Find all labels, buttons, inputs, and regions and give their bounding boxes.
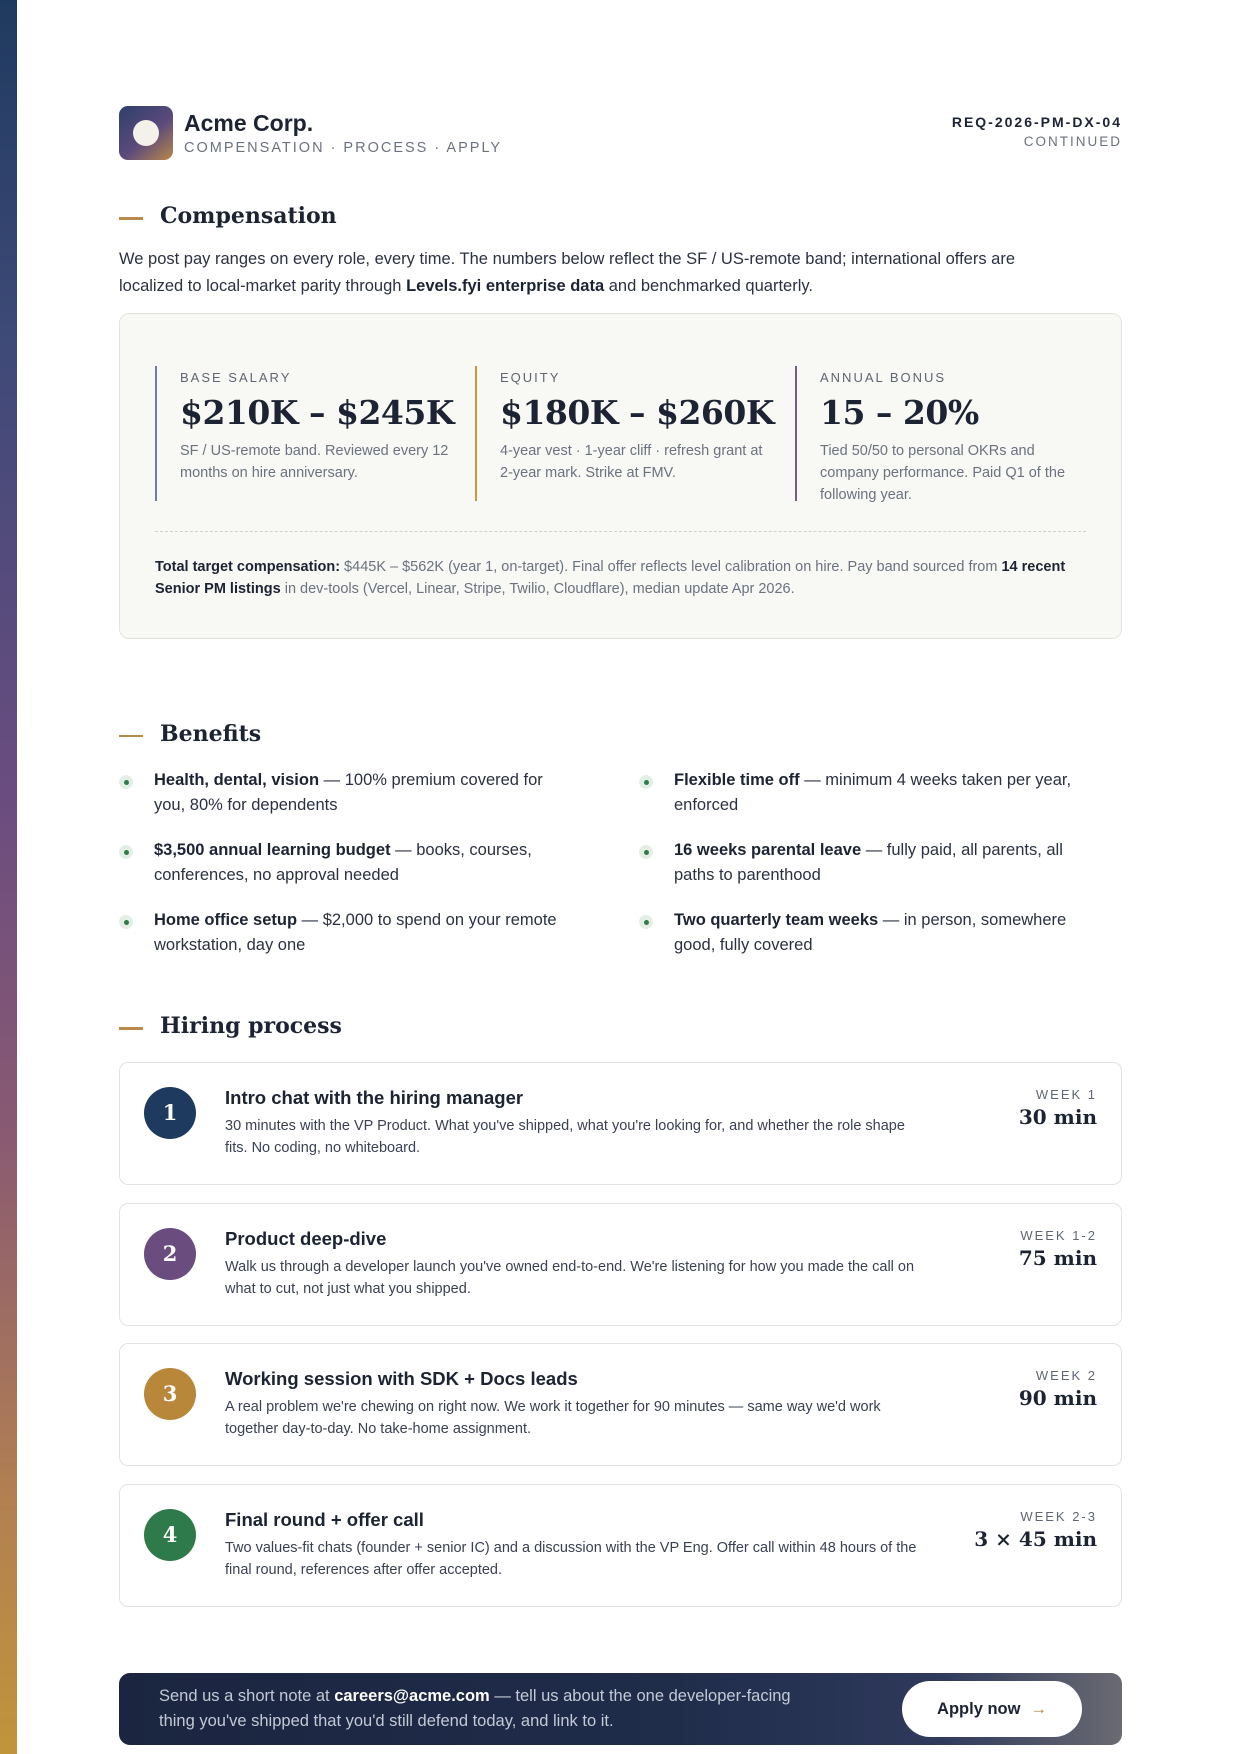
benefits-title: Benefits bbox=[160, 721, 262, 747]
comp-note: 4-year vest · 1-year cliff · refresh grant at 2-year mark. Strike at FMV. bbox=[500, 443, 763, 481]
comp-column-annual-bonus bbox=[795, 366, 1095, 501]
process-step-4 bbox=[119, 1484, 1122, 1607]
step-week: WEEK 1-2 bbox=[1020, 1228, 1097, 1243]
step-week: WEEK 2 bbox=[1035, 1368, 1097, 1383]
step-week: WEEK 1 bbox=[1035, 1087, 1097, 1102]
process-step-2 bbox=[119, 1203, 1122, 1326]
apply-now-button[interactable] bbox=[902, 1681, 1082, 1737]
compensation-card bbox=[119, 313, 1122, 639]
benefit-item-team-weeks bbox=[639, 908, 1079, 958]
side-accent-stripe bbox=[0, 0, 17, 1754]
total-text: $445K – $562K (year 1, on-target). Final offer reflects level calibration on hire. Pay band sourced from bbox=[340, 559, 1002, 575]
company-logo bbox=[119, 106, 173, 160]
step-duration: 30 min bbox=[1018, 1105, 1097, 1129]
comp-divider bbox=[155, 531, 1086, 532]
comp-value: $210K – $245K bbox=[180, 393, 455, 432]
step-week: WEEK 2-3 bbox=[1020, 1509, 1097, 1524]
step-title: Final round + offer call bbox=[225, 1509, 424, 1530]
intro-text: We post pay ranges on every role, every time. The numbers below reflect the SF / US-remote band; international offers are localized to local-market parity through bbox=[119, 250, 1016, 295]
compensation-title: Compensation bbox=[160, 203, 337, 229]
bullet-dot-icon bbox=[119, 915, 133, 929]
benefit-name: 16 weeks parental leave bbox=[674, 841, 862, 859]
bullet-dot-icon bbox=[119, 775, 133, 789]
step-description: A real problem we're chewing on right now. We work it together for 90 minutes — same way we'd work together day-to-day. No take-home assignment. bbox=[225, 1399, 881, 1437]
total-compensation-note bbox=[155, 556, 1090, 600]
step-duration: 3 × 45 min bbox=[974, 1527, 1097, 1551]
heading-dash bbox=[119, 217, 143, 220]
comp-column-equity bbox=[475, 366, 775, 501]
step-description: Two values-fit chats (founder + senior IC) and a discussion with the VP Eng. Offer call within 48 hours of the final round, references after offer accepted. bbox=[225, 1540, 917, 1578]
intro-text-end: and benchmarked quarterly. bbox=[604, 277, 813, 295]
benefit-detail: — minimum 4 weeks taken per year, enforced bbox=[674, 771, 1072, 814]
apply-banner bbox=[119, 1673, 1122, 1745]
step-description: Walk us through a developer launch you've owned end-to-end. We're listening for how you made the call on what to cut, not just what you shipped. bbox=[225, 1259, 915, 1297]
benefit-item-health bbox=[119, 768, 559, 818]
step-number-badge: 4 bbox=[144, 1509, 196, 1561]
header-tagline: COMPENSATION · PROCESS · APPLY bbox=[184, 140, 503, 156]
logo-dot-icon bbox=[133, 120, 159, 146]
comp-label: BASE SALARY bbox=[180, 370, 292, 385]
benefit-detail: — 100% premium covered for you, 80% for dependents bbox=[154, 771, 543, 814]
total-highlight: 14 recent Senior PM listings bbox=[155, 559, 1066, 597]
step-title: Product deep-dive bbox=[225, 1228, 387, 1249]
bullet-dot-icon bbox=[119, 845, 133, 859]
comp-value: $180K – $260K bbox=[500, 393, 775, 432]
comp-label: ANNUAL BONUS bbox=[820, 370, 947, 385]
bullet-dot-icon bbox=[639, 915, 653, 929]
apply-text-end: — tell us about the one developer-facing thing you've shipped that you'd still defend today, and link to it. bbox=[159, 1687, 791, 1730]
apply-text: Send us a short note at bbox=[159, 1687, 335, 1705]
benefit-name: $3,500 annual learning budget bbox=[154, 841, 391, 859]
benefit-name: Health, dental, vision bbox=[154, 771, 320, 789]
benefit-detail: — fully paid, all parents, all paths to parenthood bbox=[674, 841, 1063, 884]
benefit-name: Home office setup bbox=[154, 911, 298, 929]
benefit-name: Flexible time off bbox=[674, 771, 800, 789]
company-name: Acme Corp. bbox=[184, 110, 314, 136]
header bbox=[119, 106, 1122, 162]
process-step-3 bbox=[119, 1343, 1122, 1466]
arrow-right-icon: → bbox=[1030, 1700, 1047, 1718]
step-duration: 75 min bbox=[1018, 1246, 1097, 1270]
heading-dash bbox=[119, 735, 143, 737]
heading-dash bbox=[119, 1027, 143, 1030]
step-title: Working session with SDK + Docs leads bbox=[225, 1368, 578, 1389]
step-description: 30 minutes with the VP Product. What you've shipped, what you're looking for, and whether the role shape fits. No coding, no whiteboard. bbox=[225, 1118, 905, 1156]
benefit-item-parental-leave bbox=[639, 838, 1079, 888]
requisition-id: REQ-2026-PM-DX-04 bbox=[951, 114, 1122, 130]
process-step-1 bbox=[119, 1062, 1122, 1185]
comp-label: EQUITY bbox=[500, 370, 561, 385]
apply-message bbox=[159, 1684, 819, 1734]
step-number-badge: 2 bbox=[144, 1228, 196, 1280]
bullet-dot-icon bbox=[639, 845, 653, 859]
benefit-name: Two quarterly team weeks bbox=[674, 911, 879, 929]
intro-highlight: Levels.fyi enterprise data bbox=[406, 277, 605, 295]
careers-email-link[interactable]: careers@acme.com bbox=[334, 1687, 490, 1705]
step-title: Intro chat with the hiring manager bbox=[225, 1087, 524, 1108]
comp-note: SF / US-remote band. Reviewed every 12 months on hire anniversary. bbox=[180, 443, 449, 481]
page-status: CONTINUED bbox=[1023, 134, 1122, 149]
apply-button-label: Apply now bbox=[937, 1700, 1021, 1718]
hiring-process-title: Hiring process bbox=[160, 1013, 342, 1039]
benefit-item-learning bbox=[119, 838, 559, 888]
compensation-intro bbox=[119, 246, 1079, 300]
comp-column-base-salary bbox=[155, 366, 455, 501]
benefit-detail: — $2,000 to spend on your remote workstation, day one bbox=[154, 911, 557, 954]
total-text-end: in dev-tools (Vercel, Linear, Stripe, Twilio, Cloudflare), median update Apr 2026. bbox=[280, 581, 795, 597]
comp-note: Tied 50/50 to personal OKRs and company performance. Paid Q1 of the following year. bbox=[820, 443, 1066, 503]
total-label: Total target compensation: bbox=[155, 559, 341, 575]
comp-value: 15 – 20% bbox=[820, 393, 979, 432]
benefit-item-time-off bbox=[639, 768, 1079, 818]
benefit-detail: — in person, somewhere good, fully covered bbox=[674, 911, 1067, 954]
step-number-badge: 3 bbox=[144, 1368, 196, 1420]
benefit-detail: — books, courses, conferences, no approval needed bbox=[154, 841, 532, 884]
step-duration: 90 min bbox=[1018, 1386, 1097, 1410]
benefit-item-home-office bbox=[119, 908, 559, 958]
bullet-dot-icon bbox=[639, 775, 653, 789]
step-number-badge: 1 bbox=[144, 1087, 196, 1139]
